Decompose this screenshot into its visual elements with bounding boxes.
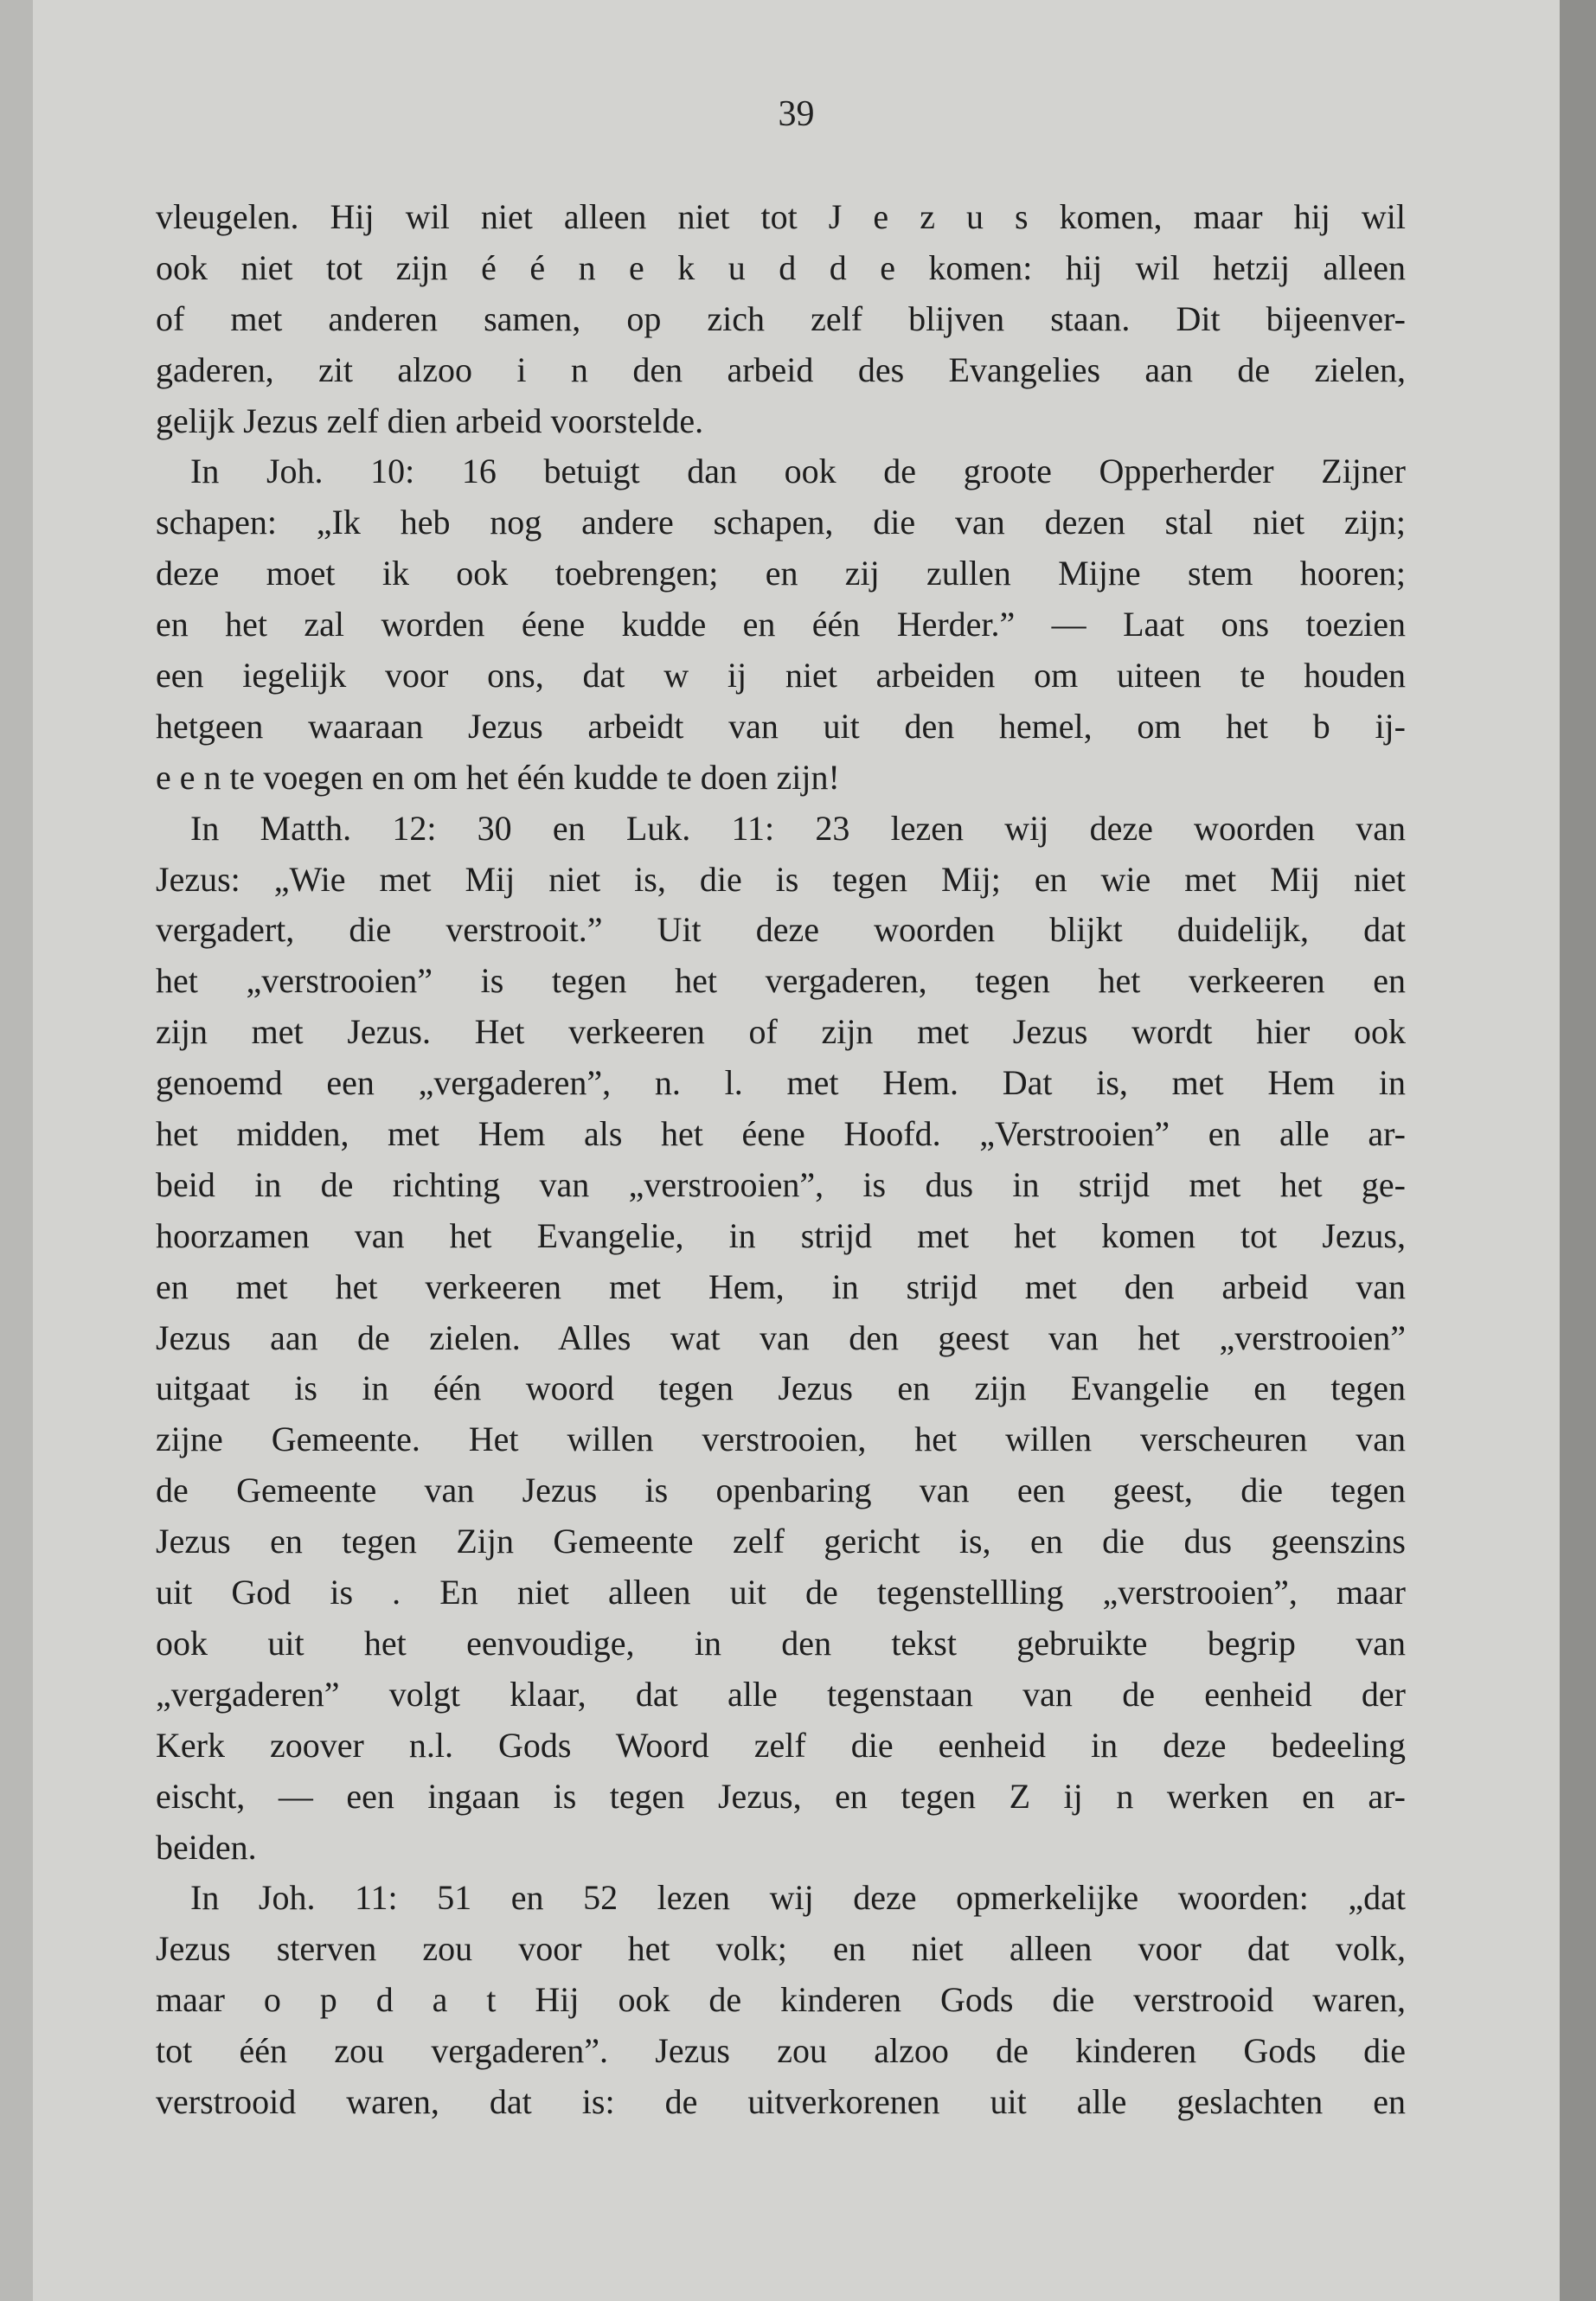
text-line: Jezus aan de zielen. Alles wat van den geest van het „verstrooien” [156, 1317, 1406, 1357]
text-line: zijn met Jezus. Het verkeeren of zijn met Jezus wordt hier ook [156, 1012, 1406, 1052]
text-line: „vergaderen” volgt klaar, dat alle tegenstaan van de eenheid der [156, 1674, 1406, 1714]
text-line: uit God is . En niet alleen uit de tegenstellling „verstrooien”, maar [156, 1573, 1406, 1612]
text-line: verstrooid waren, dat is: de uitverkorenen uit alle geslachten en [156, 2081, 1406, 2121]
text-line: of met anderen samen, op zich zelf blijven staan. Dit bijeenver- [156, 298, 1406, 338]
scan-right-margin [1560, 0, 1596, 2301]
text-line: vergadert, die verstrooit.” Uit deze woorden blijkt duidelijk, dat [156, 910, 1406, 950]
text-line: schapen: „Ik heb nog andere schapen, die van dezen stal niet zijn; [156, 503, 1406, 542]
text-line: In Joh. 11: 51 en 52 lezen wij deze opmerkelijke woorden: „dat [190, 1878, 1406, 1918]
text-line: uitgaat is in één woord tegen Jezus en zijn Evangelie en tegen [156, 1368, 1406, 1408]
text-line: en het zal worden éene kudde en één Herder.” — Laat ons toezien [156, 605, 1406, 644]
text-line: In Matth. 12: 30 en Luk. 11: 23 lezen wij deze woorden van [190, 808, 1406, 848]
text-line: hoorzamen van het Evangelie, in strijd met het komen tot Jezus, [156, 1215, 1406, 1255]
text-line: Jezus: „Wie met Mij niet is, die is tegen Mij; en wie met Mij niet [156, 859, 1406, 899]
text-line: eischt, — een ingaan is tegen Jezus, en tegen Z ij n werken en ar- [156, 1776, 1406, 1816]
text-line: gelijk Jezus zelf dien arbeid voorstelde. [156, 401, 704, 440]
body-text [156, 192, 1406, 2128]
page-number: 39 [778, 94, 815, 134]
text-line: hetgeen waaraan Jezus arbeidt van uit den hemel, om het b ij- [156, 706, 1406, 746]
text-line: ook niet tot zijn é é n e k u d d e komen: hij wil hetzij alleen [156, 247, 1406, 287]
text-line: e e n te voegen en om het één kudde te doen zijn! [156, 757, 840, 797]
text-line: beiden. [156, 1827, 257, 1867]
text-line: Jezus sterven zou voor het volk; en niet alleen voor dat volk, [156, 1929, 1406, 1969]
text-line: gaderen, zit alzoo i n den arbeid des Evangelies aan de zielen, [156, 349, 1406, 389]
text-line: genoemd een „vergaderen”, n. l. met Hem. Dat is, met Hem in [156, 1063, 1406, 1103]
text-line: deze moet ik ook toebrengen; en zij zullen Mijne stem hooren; [156, 554, 1406, 593]
scan-left-margin [0, 0, 33, 2301]
text-line: de Gemeente van Jezus is openbaring van een geest, die tegen [156, 1471, 1406, 1510]
text-line: het „verstrooien” is tegen het vergaderen, tegen het verkeeren en [156, 961, 1406, 1001]
text-line: zijne Gemeente. Het willen verstrooien, het willen verscheuren van [156, 1420, 1406, 1459]
text-line: een iegelijk voor ons, dat w ij niet arbeiden om uiteen te houden [156, 656, 1406, 695]
text-line: en met het verkeeren met Hem, in strijd met den arbeid van [156, 1266, 1406, 1306]
text-line: ook uit het eenvoudige, in den tekst gebruikte begrip van [156, 1623, 1406, 1663]
text-line: vleugelen. Hij wil niet alleen niet tot J e z u s komen, maar hij wil [156, 197, 1406, 236]
text-line: Jezus en tegen Zijn Gemeente zelf gericht is, en die dus geenszins [156, 1522, 1406, 1561]
text-line: tot één zou vergaderen”. Jezus zou alzoo de kinderen Gods die [156, 2031, 1406, 2071]
book-page [33, 0, 1560, 2301]
text-line: het midden, met Hem als het éene Hoofd. „Verstrooien” en alle ar- [156, 1114, 1406, 1154]
text-line: beid in de richting van „verstrooien”, is dus in strijd met het ge- [156, 1164, 1406, 1204]
text-line: maar o p d a t Hij ook de kinderen Gods die verstrooid waren, [156, 1980, 1406, 2020]
text-line: Kerk zoover n.l. Gods Woord zelf die eenheid in deze bedeeling [156, 1725, 1406, 1765]
text-line: In Joh. 10: 16 betuigt dan ook de groote Opperherder Zijner [190, 452, 1406, 491]
